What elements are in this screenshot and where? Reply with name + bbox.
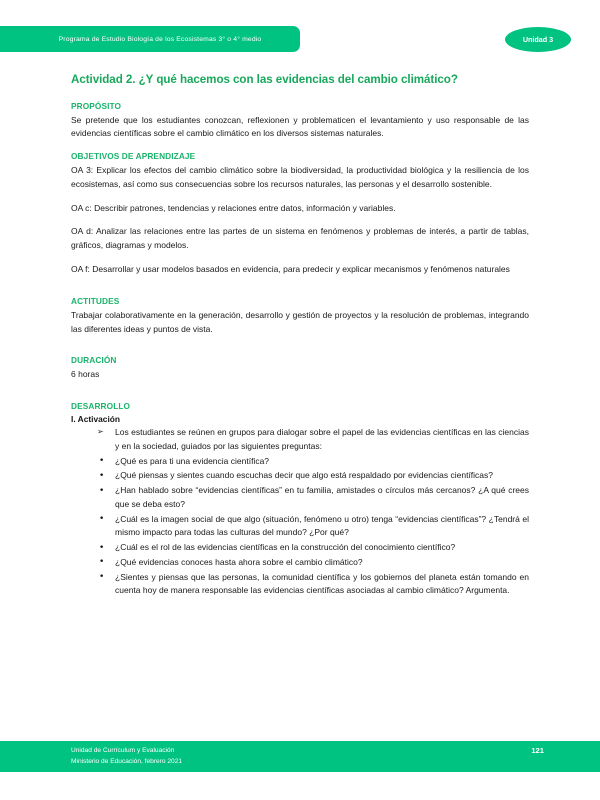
footer-institution <box>71 746 182 768</box>
dot-bullet-icon: • <box>99 572 105 583</box>
dot-bullet-icon: • <box>99 456 105 467</box>
spacer <box>71 346 529 355</box>
section-heading-desarrollo: DESARROLLO <box>71 401 131 412</box>
subsection-heading-activacion: I. Activación <box>71 414 121 425</box>
list-item-text: ¿Han hablado sobre “evidencias científicas” en tu familia, amistades o círculos más cercanos? ¿A qué crees que se deba esto? <box>115 485 529 509</box>
section-heading-proposito: PROPÓSITO <box>71 100 122 111</box>
page-footer <box>0 741 600 772</box>
list-item <box>71 513 529 541</box>
list-item <box>71 571 529 599</box>
dot-bullet-icon: • <box>99 557 105 568</box>
list-item-text: ¿Cuál es el rol de las evidencias científicas en la construcción del conocimiento científico? <box>115 542 456 553</box>
page-number: 121 <box>531 746 544 755</box>
section-heading-objetivos: OBJETIVOS DE APRENDIZAJE <box>71 151 196 162</box>
objetivo-item: OA 3: Explicar los efectos del cambio climático sobre la biodiversidad, la productividad biológica y la resiliencia de los ecosistemas, así como sus consecuencias sobre los recursos naturales, las personas y el desarrollo sostenible. <box>71 165 529 189</box>
actitudes-body: Trabajar colaborativamente en la generación, desarrollo y gestión de proyectos y la resolución de problemas, integrando las diferentes ideas y puntos de vista. <box>71 309 529 334</box>
list-item-text: ¿Cuál es la imagen social de que algo (situación, fenómeno u otro) tenga “evidencias científicas”? ¿Tendrá el mismo impacto para todas las culturas del mundo? ¿Por qué? <box>115 513 529 538</box>
document-content <box>71 72 529 599</box>
duracion-body: 6 horas <box>71 369 100 380</box>
dot-bullet-icon: • <box>99 485 105 496</box>
dot-bullet-icon: • <box>99 514 105 525</box>
list-item <box>71 541 529 555</box>
page-header <box>0 26 600 56</box>
footer-line-2: Ministerio de Educación, febrero 2021 <box>71 757 183 765</box>
footer-line-1: Unidad de Currículum y Evaluación <box>71 747 175 754</box>
header-program-label: Programa de Estudio Biología de los Ecosistemas 3° o 4° medio <box>58 35 262 43</box>
spacer <box>71 287 529 296</box>
dot-bullet-icon: • <box>99 470 105 481</box>
activation-question-list <box>71 455 529 599</box>
objetivo-item: OA f: Desarrollar y usar modelos basados en evidencia, para predecir y explicar mecanismos y fenómenos naturales <box>71 264 510 274</box>
list-item-text: ¿Qué evidencias conoces hasta ahora sobre el cambio climático? <box>115 556 363 567</box>
arrow-bullet-icon: ➢ <box>97 427 104 437</box>
spacer <box>71 392 529 401</box>
section-heading-duracion: DURACIÓN <box>71 355 117 366</box>
list-item <box>71 469 529 483</box>
list-item-text: Los estudiantes se reúnen en grupos para dialogar sobre el papel de las evidencias científicas en las ciencias y en la sociedad, guiados por las siguientes preguntas: <box>115 427 529 451</box>
objetivo-item: OA d: Analizar las relaciones entre las partes de un sistema en fenómenos y problemas de interés, a partir de tablas, gráficos, diagramas y modelos. <box>71 226 529 251</box>
list-item-text: ¿Qué piensas y sientes cuando escuchas decir que algo está respaldado por evidencias científicas? <box>115 470 494 481</box>
list-item <box>71 455 529 469</box>
page-title: Actividad 2. ¿Y qué hacemos con las evidencias del cambio climático? <box>71 73 458 86</box>
list-item <box>71 484 529 512</box>
list-item-text: ¿Qué es para ti una evidencia científica? <box>115 455 270 466</box>
unit-badge-label: Unidad 3 <box>522 35 554 44</box>
list-item <box>71 426 529 454</box>
section-heading-actitudes: ACTITUDES <box>71 295 120 306</box>
list-item <box>71 556 529 570</box>
list-item-text: ¿Sientes y piensas que las personas, la comunidad científica y los gobiernos del planeta están tomando en cuenta hoy de manera responsable las evidencias científicas asociadas al cambio climático? Argumenta. <box>115 571 529 596</box>
unit-badge <box>505 27 571 52</box>
dot-bullet-icon: • <box>99 542 105 553</box>
proposito-body: Se pretende que los estudiantes conozcan, reflexionen y problematicen el levantamiento y uso responsable de las evidencias científicas sobre el cambio climático en los diversos sistemas naturales. <box>71 114 529 139</box>
objetivo-item: OA c: Describir patrones, tendencias y relaciones entre datos, información y variables. <box>71 202 396 213</box>
activation-arrow-list <box>71 426 529 454</box>
header-program-banner <box>0 26 300 52</box>
